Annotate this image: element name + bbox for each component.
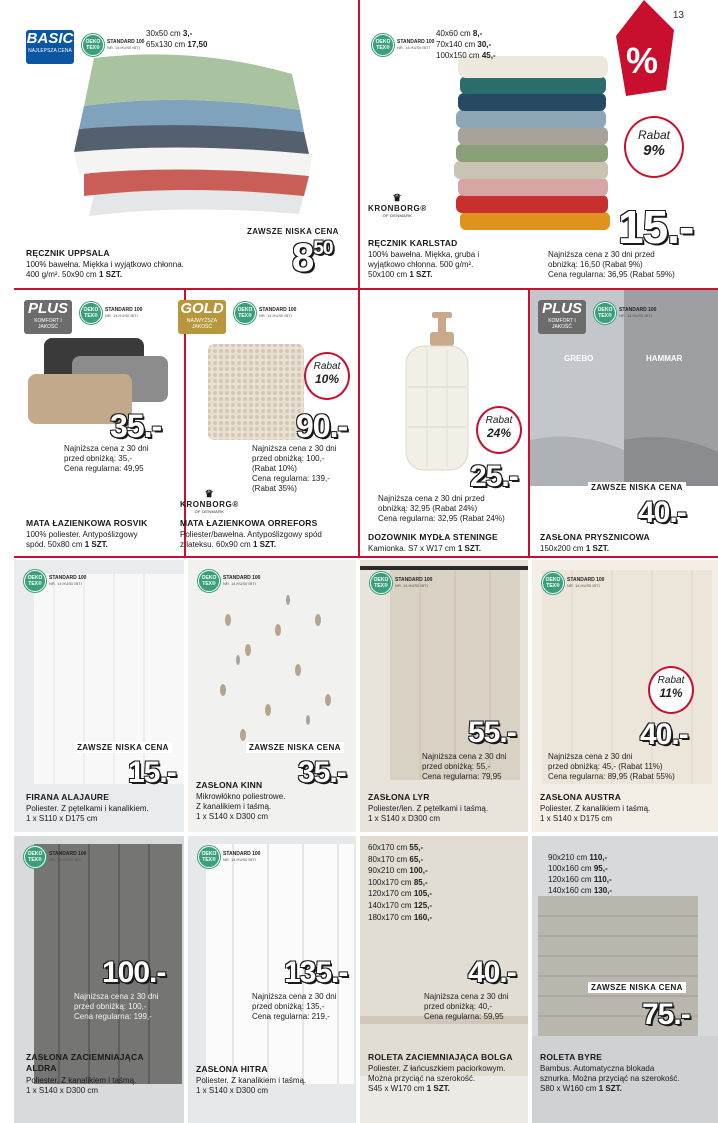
lowest-price-tag: ZAWSZE NISKA CENA (74, 742, 172, 753)
product-description: Poliester/len. Z pętelkami i taśmą. 1 x S140 x D300 cm (368, 804, 489, 823)
oeko-tex-badge: OEKO TEX® STANDARD 100 NR. 14.HUS0 IBTI (24, 570, 86, 592)
product-description: Poliester. Z kanalikiem i taśmą. 1 x S140 x D175 cm (540, 804, 651, 823)
product-title: RĘCZNIK UPPSALA (26, 248, 110, 258)
towel-stack-image (448, 52, 618, 232)
price: 15.- (128, 756, 176, 789)
price: 35.- (110, 408, 162, 444)
bath-mat-image (206, 342, 306, 442)
lowest-price-tag: ZAWSZE NISKA CENA (588, 982, 686, 993)
kronborg-logo: ♛ KRONBORG® OF DENMARK (368, 193, 427, 218)
oeko-tex-badge: OEKO TEX® STANDARD 100 NR. 14.HUS0 IBTI (542, 572, 604, 594)
price: 135.- (284, 956, 348, 989)
product-rosvik[interactable] (14, 290, 184, 556)
product-bolga[interactable] (360, 836, 528, 1123)
product-orrefors[interactable] (180, 290, 358, 556)
price: 75.- (642, 998, 690, 1031)
price-reference: Najniższa cena z 30 dni przed obniżką: 135,- Cena regularna: 219,- (252, 992, 337, 1021)
oeko-tex-badge: OEKO TEX® STANDARD 100 NR. 14.HUS0 IBTI (594, 302, 656, 324)
discount-badge: Rabat 9% (624, 116, 684, 178)
product-description: Kamionka. S7 x W17 cm 1 SZT. (368, 544, 481, 553)
price: 40.- (640, 718, 688, 751)
product-karlstad[interactable] (360, 0, 718, 288)
product-description: Mikrowłókno poliestrowe. Z kanalikiem i taśmą. 1 x S140 x D300 cm (196, 792, 286, 821)
oeko-tex-badge: OEKO TEX® STANDARD 100 NR. 14.HUS0 IBTI (234, 302, 296, 324)
price: 15.- (618, 201, 694, 253)
product-kinn[interactable] (188, 560, 356, 832)
price: 40.- (638, 496, 686, 529)
oeko-tex-badge: OEKO TEX® STANDARD 100 NR. 14.HUS0 IBTI (370, 572, 432, 594)
product-uppsala[interactable] (14, 0, 358, 288)
price-reference: Najniższa cena z 30 dni przed obniżką: 40,- Cena regularna: 59,95 (424, 992, 509, 1021)
product-description: 150x200 cm 1 SZT. (540, 544, 609, 553)
discount-badge: Rabat 10% (304, 352, 350, 400)
price-reference: Najniższa cena z 30 dni przed obniżką: 55,- Cena regularna: 79,95 (422, 752, 507, 781)
gold-badge: GOLD NAJWYŻSZA JAKOŚĆ (178, 300, 226, 334)
price-reference: Najniższa cena z 30 dni przed obniżką: 100,- (Rabat 10%) Cena regularna: 139,- (Rabat 35%) (252, 444, 337, 493)
variant-label-hammar: HAMMAR (646, 354, 683, 363)
price: 40.- (468, 956, 516, 989)
oeko-tex-badge: OEKO TEX® STANDARD 100 NR. 14.HUS0 IBTI (82, 34, 144, 56)
discount-badge: Rabat 24% (476, 406, 522, 454)
product-description: Poliester. Z kanalikiem i taśmą. 1 x S140 x D300 cm (196, 1076, 307, 1095)
product-description: 100% poliester. Antypoślizgowy spód. 50x80 cm 1 SZT. (26, 530, 138, 549)
product-description: Poliester/bawełna. Antypoślizgowy spód z lateksu. 60x90 cm 1 SZT. (180, 530, 322, 549)
product-zaslona-prysznicowa[interactable] (530, 290, 718, 556)
divider-row2 (14, 556, 718, 558)
product-hitra[interactable] (188, 836, 356, 1123)
lowest-price-tag: ZAWSZE NISKA CENA (244, 226, 342, 237)
product-description: Poliester. Z pętelkami i kanalikiem. 1 x S110 x D175 cm (26, 804, 149, 823)
percent-icon: % (626, 40, 659, 81)
size-price-list: 40x60 cm 8,- 70x140 cm 30,- 100x150 cm 45,- (436, 29, 496, 60)
discount-badge: Rabat 11% (648, 666, 694, 714)
product-aldra[interactable] (14, 836, 184, 1123)
product-description: Poliester. Z łańcuszkiem paciorkowym. Można przyciąć na szerokość. S45 x W170 cm 1 SZT. (368, 1064, 506, 1093)
price: 35.- (298, 756, 346, 789)
product-austra[interactable] (532, 560, 718, 832)
price: 25.- (470, 460, 518, 493)
lowest-price-tag: ZAWSZE NISKA CENA (588, 482, 686, 493)
oeko-tex-badge: OEKO TEX® STANDARD 100 NR. 14.HUS0 IBTI (372, 34, 434, 56)
price-reference: Najniższa cena z 30 dni przed obniżką: 32,95 (Rabat 24%) Cena regularna: 32,95 (Rabat 24%) (378, 494, 505, 523)
product-title: FIRANA ALAJAURE (26, 792, 110, 802)
soap-dispenser-image (402, 312, 472, 472)
product-steninge[interactable] (360, 290, 528, 556)
towel-stack-image (54, 44, 324, 219)
oeko-tex-badge: OEKO TEX® STANDARD 100 NR. 14.HUS0 IBTI (80, 302, 142, 324)
product-title: ROLETA ZACIEMNIAJĄCA BOLGA (368, 1052, 513, 1062)
product-description: 100% bawełna. Miękka i wyjątkowo chłonna. 400 g/m². 50x90 cm 1 SZT. (26, 260, 184, 279)
product-description: Bambus. Automatyczna blokada sznurka. Można przyciąć na szerokość. S80 x W160 cm 1 SZT. (540, 1064, 680, 1093)
variant-label-grebo: GREBO (564, 354, 594, 363)
size-price-list: 90x210 cm 110,- 100x160 cm 95,- 120x160 cm 110,- 140x160 cm 130,- (548, 853, 613, 895)
product-title: RĘCZNIK KARLSTAD (368, 238, 458, 248)
price: 55.- (468, 716, 516, 749)
oeko-tex-badge: OEKO TEX® STANDARD 100 NR. 14.HUS0 IBTI (198, 570, 260, 592)
price-reference: Najniższa cena z 30 dni przed obniżką: 100,- Cena regularna: 199,- (74, 992, 159, 1021)
price: 90.- (296, 408, 348, 444)
product-alajaure[interactable] (14, 560, 184, 832)
product-title: MATA ŁAZIENKOWA ORREFORS (180, 518, 318, 528)
plus-badge: PLUS KOMFORT I JAKOŚĆ (538, 300, 586, 334)
plus-badge: PLUS KOMFORT I JAKOŚĆ (24, 300, 72, 334)
basic-badge: BASIC NAJLEPSZA CENA (26, 30, 74, 64)
oeko-tex-badge: OEKO TEX® STANDARD 100 NR. 14.HUS0 IBTI (24, 846, 86, 868)
product-title: ZASŁONA AUSTRA (540, 792, 622, 802)
lowest-price-tag: ZAWSZE NISKA CENA (246, 742, 344, 753)
price-reference: Najniższa cena z 30 dni przed obniżką: 45,- (Rabat 11%) Cena regularna: 89,95 (Rabat 55%) (548, 752, 675, 781)
product-lyr[interactable] (360, 560, 528, 832)
price: 100.- (102, 956, 166, 989)
product-byre[interactable] (532, 836, 718, 1123)
price-reference: Najniższa cena z 30 dni przed obniżką: 35,- Cena regularna: 49,95 (64, 444, 149, 473)
price-reference: Najniższa cena z 30 dni przed obniżką: 16,50 (Rabat 9%) Cena regularna: 36,95 (Rabat 59%) (548, 250, 675, 279)
product-title: ROLETA BYRE (540, 1052, 603, 1062)
product-title: ZASŁONA ZACIEMNIAJĄCA ALDRA (26, 1052, 144, 1073)
kronborg-logo: ♛ KRONBORG® OF DENMARK (180, 489, 239, 514)
product-title: ZASŁONA KINN (196, 780, 263, 790)
oeko-tex-badge: OEKO TEX® STANDARD 100 NR. 14.HUS0 IBTI (198, 846, 260, 868)
product-description: 100% bawełna. Miękka, gruba i wyjątkowo chłonna. 500 g/m². 50x100 cm 1 SZT. (368, 250, 480, 279)
size-price-list: 60x170 cm 55,- 80x170 cm 65,- 90x210 cm 100,- 100x170 cm 85,- 120x170 cm 105,- 140x170 cm 125,- 180x170 cm 160,- (368, 843, 433, 922)
page-number: 13 (672, 10, 684, 21)
price: $8^{50}$ (292, 236, 333, 280)
size-price-list: 30x50 cm 3,- 65x130 cm 17,50 (146, 29, 208, 49)
product-title: DOZOWNIK MYDŁA STENINGE (368, 532, 498, 542)
product-title: ZASŁONA HITRA (196, 1064, 268, 1074)
product-description: Poliester. Z kanalikiem i taśmą. 1 x S140 x D300 cm (26, 1076, 137, 1095)
product-title: ZASŁONA PRYSZNICOWA (540, 532, 650, 542)
product-title: MATA ŁAZIENKOWA ROSVIK (26, 518, 148, 528)
product-title: ZASŁONA LYR (368, 792, 430, 802)
